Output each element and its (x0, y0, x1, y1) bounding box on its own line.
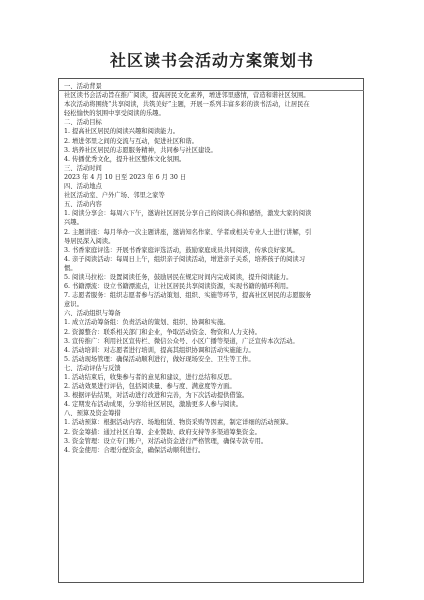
section-heading: 七、活动评估与反馈 (64, 364, 121, 372)
section-line: 意识。 (64, 301, 83, 309)
section-line: 4. 亲子阅读活动：每周日上午，组织亲子阅读活动，增进亲子关系，培养孩子的阅读习 (64, 255, 305, 263)
section-heading: 一、活动背景 (64, 83, 102, 90)
section-heading: 八、预算及资金筹措 (64, 410, 121, 418)
section-line: 4. 活动培训：对志愿者进行培训，提高其组织协调和活动实施能力。 (64, 346, 255, 354)
section-line: 1. 活动预算：根据活动内容、场地租赁、物资采购等因素，制定详细的活动预算。 (64, 419, 293, 427)
section-line: 1. 提高社区居民的阅读兴趣和阅读能力。 (64, 128, 180, 136)
section-line: 轻松愉快的氛围中享受阅读的乐趣。 (64, 110, 165, 118)
document-body (64, 82, 360, 455)
section-line: 6. 书籍漂流：设立书籍漂流点，让社区居民共享阅读资源，实现书籍的循环利用。 (64, 283, 293, 291)
section-line: 2. 资金筹措：通过社区自筹、企业赞助、政府支持等多渠道筹集资金。 (64, 428, 261, 436)
section-line: 4. 定期发布活动成果，分享给社区居民，激励更多人参与阅读。 (64, 401, 243, 409)
section-line: 1. 成立活动筹备组：负责活动的策划、组织、协调和实施。 (64, 319, 230, 327)
section-heading: 三、活动时间 (64, 164, 102, 172)
section-line: 3. 书香家庭评选：开展书香家庭评选活动，鼓励家庭成员共同阅读，传承良好家风。 (64, 246, 299, 254)
section-heading: 四、活动地点 (64, 183, 102, 191)
document-title: 社区读书会活动方案策划书 (109, 51, 314, 70)
section-line: 2023 年 4 月 10 日至 2023 年 6 月 30 日 (64, 173, 187, 181)
section-line: 5. 活动现场管理：确保活动顺利进行，做好现场安全、卫生等工作。 (64, 355, 255, 363)
section-line: 7. 志愿者服务：组织志愿者参与活动策划、组织、实施等环节，提高社区居民的志愿服务 (64, 292, 312, 300)
section-line: 本次活动将围绕“共享阅读，共筑美好”主题，开展一系列丰富多彩的读书活动，让居民在 (64, 101, 310, 109)
section-line: 2. 活动效果进行评估，包括阅读量、参与度、满意度等方面。 (64, 383, 236, 391)
section-heading: 六、活动组织与筹备 (64, 310, 121, 318)
section-line: 3. 宣传推广：利用社区宣传栏、微信公众号、小区广播等渠道，广泛宣传本次活动。 (64, 337, 299, 345)
section-line: 惯。 (64, 264, 77, 272)
section-line: 2. 资源整合：联系相关部门和企业，争取活动资金、物资和人力支持。 (64, 328, 261, 336)
section-line: 导居民深入阅读。 (64, 237, 115, 245)
section-heading: 二、活动目标 (64, 119, 102, 127)
section-line: 社区活动室、户外广场、邻里之家等 (64, 192, 165, 200)
section-line: 3. 资金管理：设立专门账户，对活动资金进行严格管理，确保专款专用。 (64, 437, 268, 445)
section-line: 1. 阅读分享会：每周六下午，邀请社区居民分享自己的阅读心得和感悟，激发大家的阅读 (64, 210, 312, 218)
section-line: 3. 培养社区居民的志愿服务精神，共同参与社区建设。 (64, 146, 217, 154)
section-line: 2. 增进邻里之间的交流与互动，促进社区和谐。 (64, 137, 198, 145)
section-line: 1. 活动结束后，收集参与者的意见和建议，进行总结和反思。 (64, 374, 236, 381)
section-line: 兴趣。 (64, 219, 83, 227)
section-heading: 五、活动内容 (64, 201, 102, 209)
section-line: 4. 传播优秀文化，提升社区整体文化氛围。 (64, 155, 186, 163)
section-line: 社区读书会活动旨在推广阅读，提高居民文化素养，增进邻里感情，营造和谐社区氛围。 (64, 92, 310, 100)
section-line: 3. 根据评估结果，对活动进行改进和完善，为下次活动提供借鉴。 (64, 392, 249, 400)
section-line: 2. 主题讲座：每月举办一次主题讲座，邀请知名作家、学者或相关专业人士进行讲解，引 (64, 228, 312, 236)
section-line: 4. 资金使用：合理分配资金，确保活动顺利进行。 (64, 446, 205, 454)
section-line: 5. 阅读马拉松：设置阅读任务，鼓励居民在规定时间内完成阅读，提升阅读能力。 (64, 273, 293, 281)
